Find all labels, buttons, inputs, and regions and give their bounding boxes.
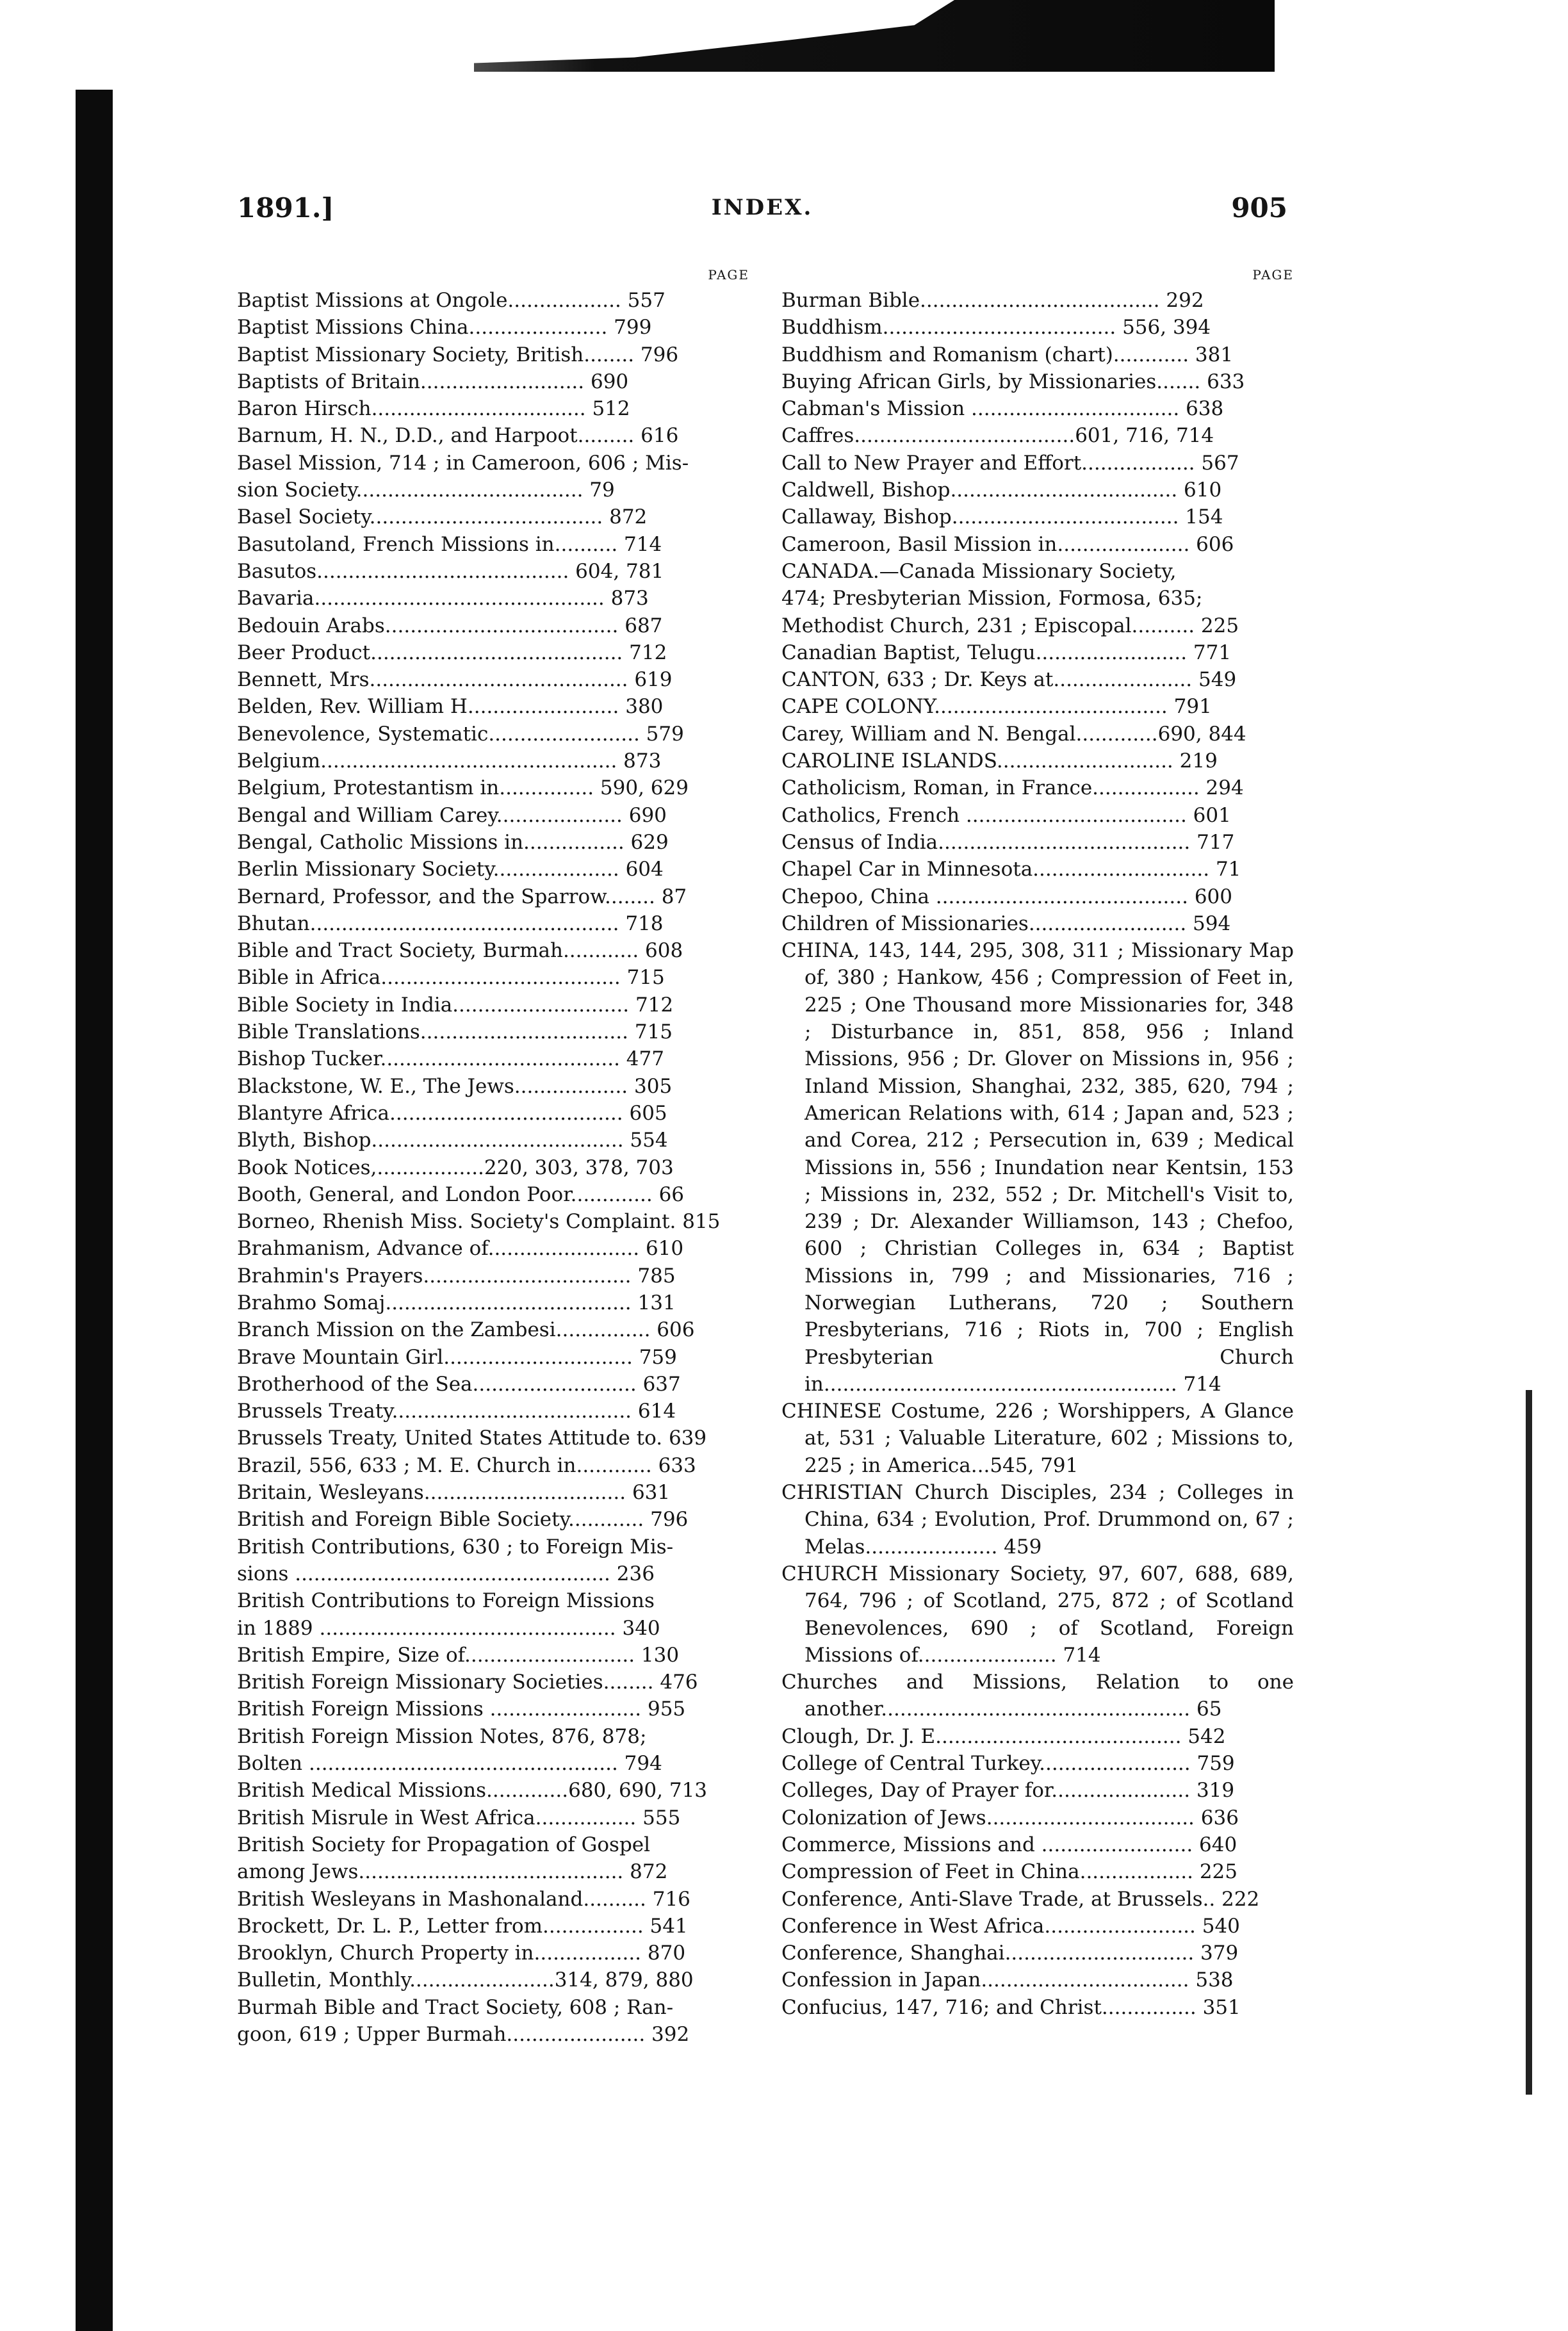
index-entry: Clough, Dr. J. E....................................... 542 [781, 1724, 1226, 1748]
index-entry: sions .................................................. 236 [237, 1562, 655, 1585]
index-entry: Bible Society in India............................ 712 [237, 993, 674, 1017]
index-entry: Compression of Feet in China.................. 225 [781, 1860, 1237, 1884]
index-entry: Berlin Missionary Society.................... 604 [237, 858, 664, 881]
index-entry: Britain, Wesleyans................................ 631 [237, 1481, 671, 1505]
index-entry: Belden, Rev. William H........................ 380 [237, 695, 664, 719]
index-entry: Bible in Africa...................................... 715 [237, 966, 665, 990]
index-entry: Brussels Treaty...................................... 614 [237, 1400, 676, 1423]
index-entry: Benevolence, Systematic........................ 579 [237, 722, 684, 746]
index-entry: Methodist Church, 231 ; Episcopal.......... 225 [781, 614, 1239, 637]
index-entry: Beer Product........................................ 712 [237, 641, 667, 664]
index-entry: Chapel Car in Minnesota............................ 71 [781, 858, 1241, 881]
header-page-number: 905 [1231, 192, 1287, 224]
scan-artifact-right [1526, 1390, 1532, 2095]
index-entry: British Misrule in West Africa................ 555 [237, 1806, 681, 1829]
index-entry: Caffres...................................601, 716, 714 [781, 424, 1214, 448]
index-entry: Booth, General, and London Poor............. 66 [237, 1182, 685, 1206]
index-entry: Burmah Bible and Tract Society, 608 ; Ran- [237, 1995, 674, 2019]
index-entry: College of Central Turkey........................ 759 [781, 1752, 1235, 1776]
page-column-label: PAGE [708, 267, 749, 282]
index-entry: Branch Mission on the Zambesi............... 606 [237, 1318, 695, 1342]
index-entry: Bulletin, Monthly.......................314, 879, 880 [237, 1968, 694, 1992]
index-entry: Brooklyn, Church Property in................. 870 [237, 1942, 686, 1965]
index-entry: Chepoo, China ........................................ 600 [781, 885, 1232, 908]
index-entry: CHRISTIAN Church Disciples, 234 ; Colleges in China, 634 ; Evolution, Prof. Drummond on, 67 ; Melas..................... 459 [781, 1481, 1294, 1558]
index-entry: Brahmanism, Advance of........................ 610 [237, 1237, 684, 1261]
index-entry: Confucius, 147, 716; and Christ............... 351 [781, 1995, 1241, 2019]
index-entry: Basel Mission, 714 ; in Cameroon, 606 ; Mis- [237, 451, 689, 475]
index-entry: Bible Translations................................. 715 [237, 1020, 673, 1044]
index-column-left [237, 263, 749, 2048]
index-entry: Confession in Japan................................. 538 [781, 1968, 1234, 1992]
index-entry: Catholics, French ................................... 601 [781, 803, 1231, 827]
index-entry: Brotherhood of the Sea.......................... 637 [237, 1372, 681, 1396]
index-entry: Buddhism..................................... 556, 394 [781, 316, 1211, 339]
index-entry: Blantyre Africa..................................... 605 [237, 1101, 667, 1125]
index-entry: Brahmo Somaj....................................... 131 [237, 1291, 676, 1314]
index-entry: Baptists of Britain.......................... 690 [237, 370, 629, 393]
index-entry: Book Notices,.................220, 303, 378, 703 [237, 1156, 674, 1179]
index-entry: CAPE COLONY..................................... 791 [781, 695, 1212, 719]
index-entry: Belgium............................................... 873 [237, 749, 662, 773]
index-entry: among Jews.......................................... 872 [237, 1860, 668, 1884]
index-entry: Bolten ................................................. 794 [237, 1752, 662, 1776]
index-entry: British Contributions, 630 ; to Foreign Mis- [237, 1535, 674, 1558]
index-entry: Buying African Girls, by Missionaries....... 633 [781, 370, 1245, 393]
index-entry: British and Foreign Bible Society............ 796 [237, 1508, 689, 1532]
index-entry: CANADA.—Canada Missionary Society, [781, 559, 1177, 583]
index-entry: Baron Hirsch.................................. 512 [237, 397, 630, 421]
index-entry: Bavaria.............................................. 873 [237, 587, 649, 610]
index-entry: in 1889 ............................................... 340 [237, 1616, 660, 1640]
index-entry: Belgium, Protestantism in............... 590, 629 [237, 776, 689, 800]
page-header [237, 192, 1287, 231]
index-entry: Colonization of Jews................................. 636 [781, 1806, 1239, 1829]
index-entry: Children of Missionaries......................... 594 [781, 912, 1231, 935]
index-entry: Blackstone, W. E., The Jews.................. 305 [237, 1074, 673, 1098]
index-entry: Cameroon, Basil Mission in..................... 606 [781, 532, 1234, 556]
index-entry: Churches and Missions, Relation to one another................................................. 65 [781, 1671, 1294, 1721]
index-entry: Basel Society..................................... 872 [237, 505, 648, 529]
index-entry: British Foreign Missionary Societies........ 476 [237, 1671, 698, 1694]
index-entry: Bible and Tract Society, Burmah............ 608 [237, 939, 683, 963]
index-entry: CAROLINE ISLANDS............................ 219 [781, 749, 1218, 773]
index-entry: Caldwell, Bishop.................................... 610 [781, 478, 1222, 502]
index-entry: Brussels Treaty, United States Attitude to. 639 [237, 1427, 707, 1450]
index-entry: Catholicism, Roman, in France................. 294 [781, 776, 1244, 800]
index-entry: sion Society.................................... 79 [237, 478, 615, 502]
scan-artifact-left [76, 90, 113, 2331]
index-entry: Bedouin Arabs..................................... 687 [237, 614, 663, 637]
index-entry: 474; Presbyterian Mission, Formosa, 635; [781, 587, 1203, 610]
index-entry: Brave Mountain Girl.............................. 759 [237, 1345, 677, 1369]
index-entry: CHURCH Missionary Society, 97, 607, 688, 689, 764, 796 ; of Scotland, 275, 872 ; of Scotland Benevolences, 690 ; of Scotland, Foreign Missions of...................... 714 [781, 1562, 1294, 1667]
index-entry: Conference, Anti-Slave Trade, at Brussels.. 222 [781, 1887, 1260, 1911]
index-entry: goon, 619 ; Upper Burmah...................... 392 [237, 2023, 690, 2046]
index-entry: British Empire, Size of........................... 130 [237, 1643, 680, 1667]
index-entry: Basutos........................................ 604, 781 [237, 559, 664, 583]
index-entry: Borneo, Rhenish Miss. Society's Complaint. 815 [237, 1210, 721, 1234]
index-entry: Callaway, Bishop.................................... 154 [781, 505, 1223, 529]
index-entry: Baptist Missionary Society, British........ 796 [237, 343, 679, 366]
index-entry: Basutoland, French Missions in.......... 714 [237, 532, 662, 556]
index-entry: British Wesleyans in Mashonaland.......... 716 [237, 1887, 690, 1911]
index-entry: Census of India........................................ 717 [781, 830, 1235, 854]
page-column-label: PAGE [1252, 267, 1294, 282]
index-entry: Barnum, H. N., D.D., and Harpoot......... 616 [237, 424, 679, 448]
index-entry: Baptist Missions at Ongole.................. 557 [237, 289, 666, 312]
index-column-right [781, 263, 1294, 2021]
index-entry: Bernard, Professor, and the Sparrow........ 87 [237, 885, 687, 908]
index-entry: CANTON, 633 ; Dr. Keys at...................... 549 [781, 668, 1237, 692]
index-entry: British Society for Propagation of Gospel [237, 1833, 651, 1856]
index-entry: Blyth, Bishop........................................ 554 [237, 1129, 668, 1152]
index-entry: Baptist Missions China...................... 799 [237, 316, 652, 339]
header-year: 1891.] [237, 192, 334, 224]
index-entry: Brahmin's Prayers................................. 785 [237, 1264, 676, 1288]
index-entry: Call to New Prayer and Effort.................. 567 [781, 451, 1239, 475]
index-entry: Canadian Baptist, Telugu........................ 771 [781, 641, 1232, 664]
index-entry: Bengal, Catholic Missions in................ 629 [237, 830, 669, 854]
index-entry: Conference, Shanghai.............................. 379 [781, 1942, 1239, 1965]
index-entry: Buddhism and Romanism (chart)............ 381 [781, 343, 1234, 366]
index-entry: Bhutan................................................. 718 [237, 912, 664, 935]
header-title: INDEX. [711, 195, 813, 220]
index-entry: Brazil, 556, 633 ; M. E. Church in............ 633 [237, 1453, 696, 1477]
index-entry: Colleges, Day of Prayer for...................... 319 [781, 1779, 1235, 1803]
index-entry: British Medical Missions.............680, 690, 713 [237, 1779, 708, 1803]
index-entry: Bennett, Mrs......................................... 619 [237, 668, 673, 692]
index-entry: Bengal and William Carey.................... 690 [237, 803, 667, 827]
index-entry: Burman Bible...................................... 292 [781, 289, 1204, 312]
index-entry: CHINESE Costume, 226 ; Worshippers, A Glance at, 531 ; Valuable Literature, 602 ; Missions to, 225 ; in America...545, 791 [781, 1400, 1294, 1477]
index-entry: British Foreign Mission Notes, 876, 878; [237, 1724, 647, 1748]
index-entry: Carey, William and N. Bengal.............690, 844 [781, 722, 1246, 746]
index-entry: Cabman's Mission ................................. 638 [781, 397, 1224, 421]
index-entry: Brockett, Dr. L. P., Letter from................ 541 [237, 1914, 688, 1938]
index-entry: CHINA, 143, 144, 295, 308, 311 ; Missionary Map of, 380 ; Hankow, 456 ; Compression of Feet in, 225 ; One Thousand more Missionaries for, 348 ; Disturbance in, 851, 858, 956 ; Inland Missions, 956 ; Dr. Glover on Missions in, 956 ; Inland Mission, Shanghai, 232, 385, 620, 794 ; American Relations with, 614 ; Japan and, 523 ; and Corea, 212 ; Persecution in, 639 ; Medical Missions in, 556 ; Inundation near Kentsin, 153 ; Missions in, 232, 552 ; Dr. Mitchell's Visit to, 239 ; Dr. Alexander Williamson, 143 ; Chefoo, 600 ; Christian Colleges in, 634 ; Baptist Missions in, 799 ; and Missionaries, 716 ; Norwegian Lutherans, 720 ; Southern Presbyterians, 716 ; Riots in, 700 ; English Presbyterian Church in........................................................ 714 [781, 939, 1294, 1396]
index-entry: Bishop Tucker...................................... 477 [237, 1047, 664, 1071]
index-entry: British Contributions to Foreign Missions [237, 1589, 655, 1613]
index-entry: Conference in West Africa........................ 540 [781, 1914, 1240, 1938]
index-entry: British Foreign Missions ........................ 955 [237, 1697, 686, 1721]
scan-artifact-top [474, 0, 1275, 72]
index-entry: Commerce, Missions and ........................ 640 [781, 1833, 1237, 1856]
